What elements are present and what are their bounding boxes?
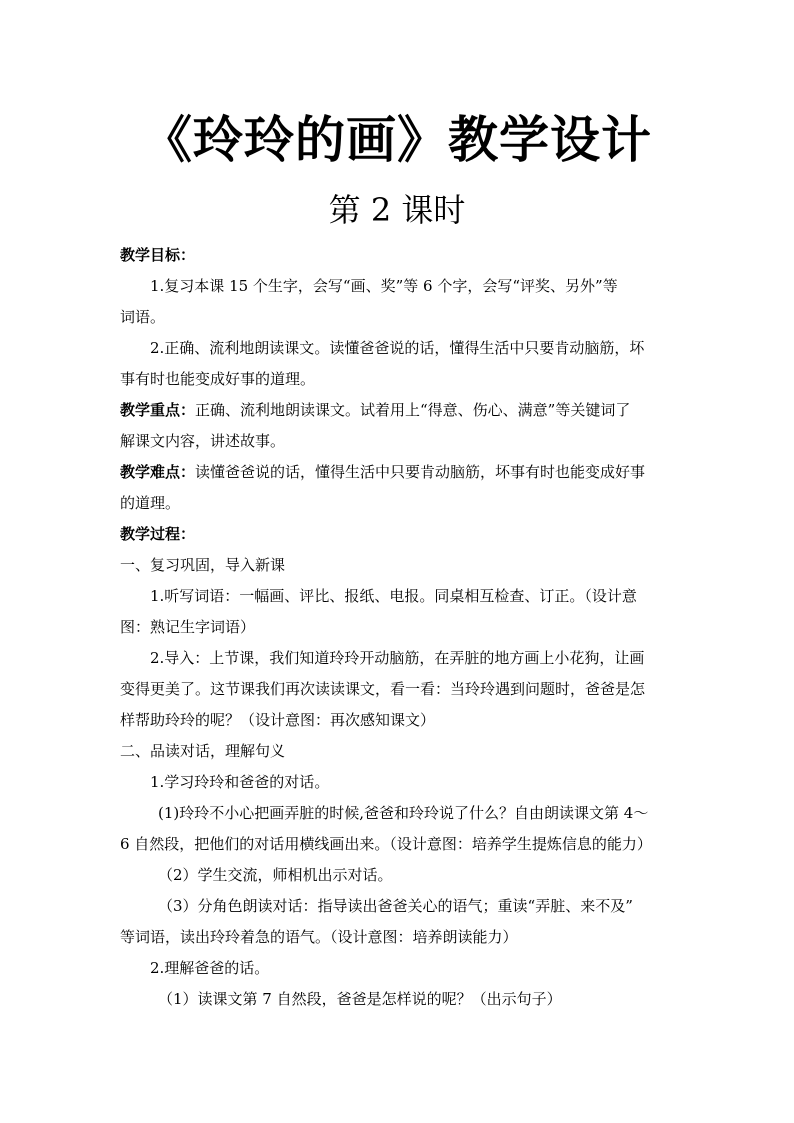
section-label: 教学难点： <box>120 463 196 481</box>
paragraph-line <box>120 922 680 953</box>
line-text: 1.听写词语：一幅画、评比、报纸、电报。同桌相互检查、订正。（设计意 <box>150 587 637 605</box>
line-text: 正确、流利地朗读课文。试着用上“得意、伤心、满意”等关键词了 <box>195 401 631 419</box>
line-text: 二、品读对话，理解句义 <box>120 742 286 760</box>
line-text: 解课文内容，讲述故事。 <box>120 432 286 450</box>
paragraph-line <box>120 860 680 891</box>
line-text: 一、复习巩固，导入新课 <box>120 556 286 574</box>
paragraph-line <box>120 302 680 333</box>
line-text: 变得更美了。这节课我们再次读读课文，看一看：当玲玲遇到问题时，爸爸是怎 <box>120 680 646 698</box>
paragraph-line <box>120 271 680 302</box>
paragraph-line <box>120 426 680 457</box>
paragraph-line <box>120 798 680 829</box>
paragraph-line <box>120 705 680 736</box>
line-text: 读懂爸爸说的话，懂得生活中只要肯动脑筋，坏事有时也能变成好事 <box>195 463 646 481</box>
paragraph-line <box>120 612 680 643</box>
line-text: 词语。 <box>120 308 166 326</box>
line-text: 样帮助玲玲的呢？（设计意图：再次感知课文） <box>120 711 436 729</box>
paragraph-line <box>120 767 680 798</box>
paragraph-line <box>120 984 680 1015</box>
line-text: 1.复习本课 15 个生字，会写“画、奖”等 6 个字，会写“评奖、另外”等 <box>150 277 618 295</box>
section-label: 教学目标： <box>120 246 196 264</box>
paragraph-line <box>120 395 680 426</box>
paragraph-line <box>120 829 680 860</box>
line-text: 2.理解爸爸的话。 <box>150 959 270 977</box>
paragraph-line <box>120 674 680 705</box>
paragraph-line <box>120 488 680 519</box>
line-text: (1)玲玲不小心把画弄脏的时候,爸爸和玲玲说了什么？自由朗读课文第 4～ <box>158 804 649 822</box>
paragraph-line <box>120 364 680 395</box>
line-text: （1）读课文第 7 自然段，爸爸是怎样说的呢？（出示句子） <box>158 990 562 1008</box>
paragraph-line <box>120 240 680 271</box>
line-text: 2.正确、流利地朗读课文。读懂爸爸说的话，懂得生活中只要肯动脑筋，坏 <box>150 339 645 357</box>
line-text: 事有时也能变成好事的道理。 <box>120 370 316 388</box>
paragraph-line <box>120 581 680 612</box>
paragraph-line <box>120 953 680 984</box>
line-text: 1.学习玲玲和爸爸的对话。 <box>150 773 330 791</box>
section-label: 教学过程： <box>120 525 196 543</box>
line-text: 图：熟记生字词语） <box>120 618 256 636</box>
paragraph-line <box>120 736 680 767</box>
document-body <box>120 240 680 1015</box>
section-label: 教学重点： <box>120 401 196 419</box>
document-subtitle: 第 2 课时 <box>328 191 466 229</box>
paragraph-line <box>120 643 680 674</box>
line-text: 2.导入：上节课，我们知道玲玲开动脑筋，在弄脏的地方画上小花狗，让画 <box>150 649 645 667</box>
line-text: 的道理。 <box>120 494 181 512</box>
line-text: （3）分角色朗读对话：指导读出爸爸关心的语气；重读“弄脏、来不及” <box>158 897 633 915</box>
line-text: （2）学生交流，师相机出示对话。 <box>158 866 393 884</box>
line-text: 等词语，读出玲玲着急的语气。（设计意图：培养朗读能力） <box>120 928 518 946</box>
paragraph-line <box>120 891 680 922</box>
paragraph-line <box>120 457 680 488</box>
document-title: 《玲玲的画》教学设计 <box>142 110 652 169</box>
paragraph-line <box>120 519 680 550</box>
line-text: 6 自然段，把他们的对话用横线画出来。（设计意图：培养学生提炼信息的能力） <box>120 835 652 853</box>
paragraph-line <box>120 333 680 364</box>
paragraph-line <box>120 550 680 581</box>
